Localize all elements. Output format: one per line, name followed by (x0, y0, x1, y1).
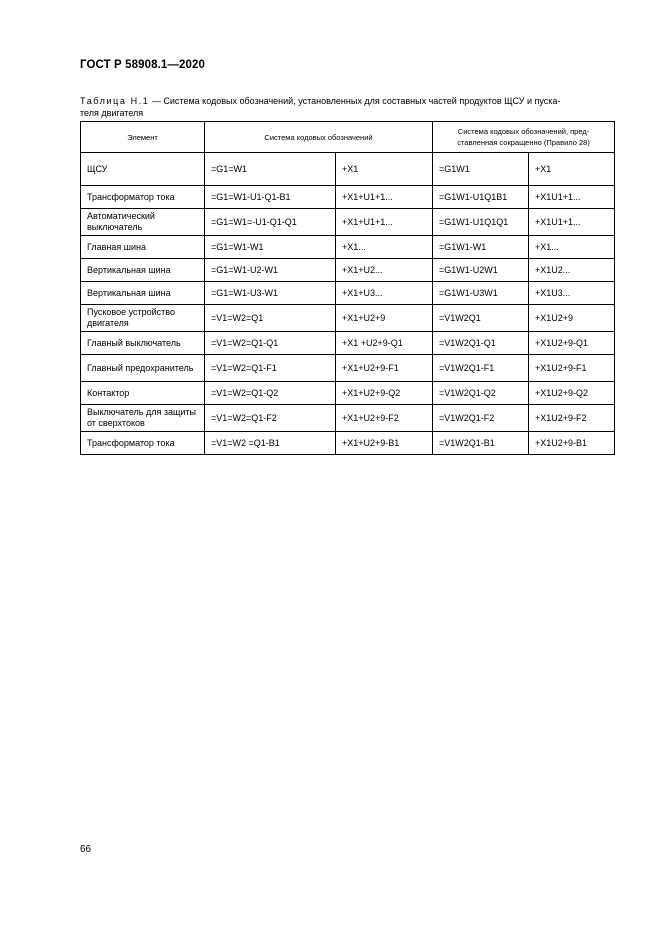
cell-code-full: =V1=W2=Q1-Q1 (205, 332, 336, 355)
table-row (81, 209, 615, 236)
cell-location-full: +X1+U2+9-B1 (336, 432, 433, 455)
code-designation-table (80, 121, 615, 455)
cell-location-full: +X1+U1+1... (336, 186, 433, 209)
header-code-system: Система кодовых обозначений (205, 122, 433, 153)
cell-code-full: =G1=W1 (205, 153, 336, 186)
cell-code-short: =V1W2Q1-Q1 (433, 332, 529, 355)
header-element: Элемент (81, 122, 205, 153)
cell-code-short: =G1W1-U2W1 (433, 259, 529, 282)
cell-code-short: =G1W1-U1Q1B1 (433, 186, 529, 209)
cell-location-full: +X1 (336, 153, 433, 186)
cell-location-full: +X1+U2+9 (336, 305, 433, 332)
cell-element: Трансформатор тока (81, 432, 205, 455)
cell-location-full: +X1+U3... (336, 282, 433, 305)
cell-element: ЩСУ (81, 153, 205, 186)
cell-element: Главная шина (81, 236, 205, 259)
cell-location-full: +X1+U2+9-F2 (336, 405, 433, 432)
cell-code-full: =V1=W2=Q1 (205, 305, 336, 332)
document-header: ГОСТ Р 58908.1—2020 (80, 59, 205, 71)
header-short-code-system (433, 122, 615, 153)
cell-code-short: =V1W2Q1-F2 (433, 405, 529, 432)
cell-location-full: +X1+U1+1... (336, 209, 433, 236)
table-caption-text: — Система кодовых обозначений, установленных для составных частей продуктов ЩСУ и пуска- (149, 96, 561, 106)
cell-code-full: =G1=W1-W1 (205, 236, 336, 259)
table-caption-label: Таблица Н.1 (80, 96, 150, 106)
cell-location-full: +X1+U2+9-F1 (336, 355, 433, 382)
cell-element: Выключатель для защиты от сверхтоков (81, 405, 205, 432)
table-row (81, 382, 615, 405)
cell-element: Автоматический выключатель (81, 209, 205, 236)
cell-element: Вертикальная шина (81, 282, 205, 305)
page-number: 66 (80, 844, 92, 855)
table-header-row (81, 122, 615, 153)
cell-code-short: =G1W1-U1Q1Q1 (433, 209, 529, 236)
cell-location-full: +X1+U2... (336, 259, 433, 282)
cell-location-short: +X1U1+1... (529, 186, 615, 209)
cell-location-short: +X1 (529, 153, 615, 186)
cell-location-short: +X1U2+9 (529, 305, 615, 332)
cell-location-short: +X1U2... (529, 259, 615, 282)
cell-code-full: =G1=W1-U1-Q1-B1 (205, 186, 336, 209)
table-caption (80, 95, 620, 119)
cell-location-short: +X1... (529, 236, 615, 259)
cell-location-full: +X1 +U2+9-Q1 (336, 332, 433, 355)
cell-location-short: +X1U1+1... (529, 209, 615, 236)
table-row (81, 236, 615, 259)
table-row (81, 186, 615, 209)
table-row (81, 332, 615, 355)
cell-code-short: =G1W1-W1 (433, 236, 529, 259)
table-row (81, 432, 615, 455)
cell-code-full: =G1=W1=-U1-Q1-Q1 (205, 209, 336, 236)
cell-element: Вертикальная шина (81, 259, 205, 282)
table-row (81, 355, 615, 382)
cell-code-short: =G1W1-U3W1 (433, 282, 529, 305)
cell-element: Пусковое устройство двигателя (81, 305, 205, 332)
cell-location-short: +X1U2+9-F1 (529, 355, 615, 382)
cell-code-full: =G1=W1-U2-W1 (205, 259, 336, 282)
cell-element: Главный предохранитель (81, 355, 205, 382)
cell-code-short: =V1W2Q1-F1 (433, 355, 529, 382)
cell-location-short: +X1U2+9-Q2 (529, 382, 615, 405)
table-row (81, 305, 615, 332)
cell-code-full: =V1=W2=Q1-F2 (205, 405, 336, 432)
table-row (81, 153, 615, 186)
cell-code-full: =V1=W2 =Q1-B1 (205, 432, 336, 455)
cell-code-short: =V1W2Q1-B1 (433, 432, 529, 455)
cell-code-full: =G1=W1-U3-W1 (205, 282, 336, 305)
cell-code-short: =G1W1 (433, 153, 529, 186)
cell-location-full: +X1+U2+9-Q2 (336, 382, 433, 405)
table-row (81, 405, 615, 432)
cell-location-full: +X1... (336, 236, 433, 259)
cell-element: Контактор (81, 382, 205, 405)
cell-location-short: +X1U2+9-Q1 (529, 332, 615, 355)
cell-code-short: =V1W2Q1-Q2 (433, 382, 529, 405)
cell-location-short: +X1U2+9-B1 (529, 432, 615, 455)
header-short-line2: ставленная сокращенно (Правило 28) (457, 138, 590, 147)
table-row (81, 259, 615, 282)
header-short-line1: Система кодовых обозначений, пред- (457, 127, 590, 136)
cell-element: Трансформатор тока (81, 186, 205, 209)
table-row (81, 282, 615, 305)
cell-element: Главный выключатель (81, 332, 205, 355)
cell-code-full: =V1=W2=Q1-Q2 (205, 382, 336, 405)
table-caption-text-line2: теля двигателя (80, 108, 144, 118)
table-body (81, 153, 615, 455)
cell-location-short: +X1U2+9-F2 (529, 405, 615, 432)
cell-location-short: +X1U3... (529, 282, 615, 305)
cell-code-full: =V1=W2=Q1-F1 (205, 355, 336, 382)
cell-code-short: =V1W2Q1 (433, 305, 529, 332)
